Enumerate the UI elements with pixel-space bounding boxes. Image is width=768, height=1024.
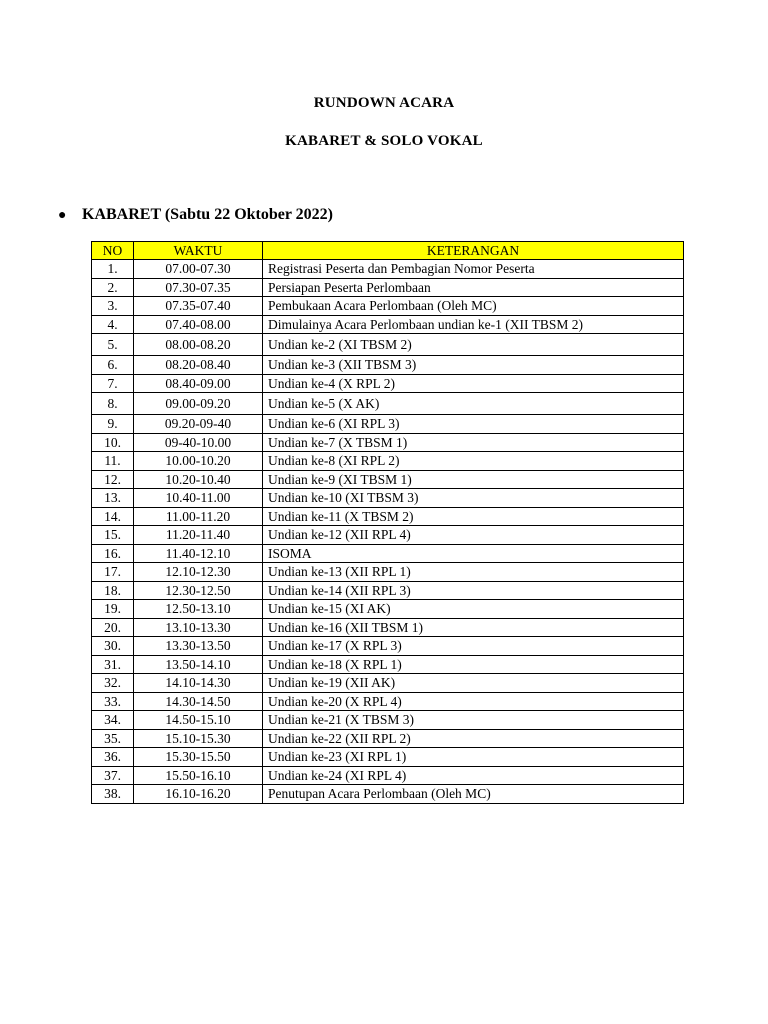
section-heading [58, 206, 333, 224]
row-no: 17. [92, 563, 134, 582]
row-description: Undian ke-19 (XII AK) [263, 674, 684, 693]
row-description: Undian ke-3 (XII TBSM 3) [263, 356, 684, 375]
table-row [92, 655, 684, 674]
table-row [92, 711, 684, 730]
row-description: Undian ke-15 (XI AK) [263, 600, 684, 619]
table-row [92, 544, 684, 563]
table-row [92, 600, 684, 619]
row-description: Undian ke-14 (XII RPL 3) [263, 581, 684, 600]
header-keterangan: KETERANGAN [263, 242, 684, 260]
row-time: 09.00-09.20 [134, 393, 263, 415]
row-description: Undian ke-21 (X TBSM 3) [263, 711, 684, 730]
row-time: 14.30-14.50 [134, 692, 263, 711]
row-description: Undian ke-24 (XI RPL 4) [263, 766, 684, 785]
row-time: 13.10-13.30 [134, 618, 263, 637]
row-description: Undian ke-16 (XII TBSM 1) [263, 618, 684, 637]
row-no: 18. [92, 581, 134, 600]
row-no: 7. [92, 374, 134, 393]
row-time: 12.30-12.50 [134, 581, 263, 600]
row-description: ISOMA [263, 544, 684, 563]
row-description: Dimulainya Acara Perlombaan undian ke-1 (XII TBSM 2) [263, 315, 684, 334]
row-no: 11. [92, 452, 134, 471]
row-time: 16.10-16.20 [134, 785, 263, 804]
row-description: Undian ke-5 (X AK) [263, 393, 684, 415]
row-description: Undian ke-20 (X RPL 4) [263, 692, 684, 711]
table-row [92, 618, 684, 637]
row-time: 14.50-15.10 [134, 711, 263, 730]
row-description: Undian ke-7 (X TBSM 1) [263, 433, 684, 452]
table-row [92, 278, 684, 297]
table-row [92, 692, 684, 711]
row-time: 08.20-08.40 [134, 356, 263, 375]
row-time: 15.10-15.30 [134, 729, 263, 748]
row-time: 11.00-11.20 [134, 507, 263, 526]
table-row [92, 489, 684, 508]
row-no: 13. [92, 489, 134, 508]
table-row [92, 452, 684, 471]
row-time: 10.40-11.00 [134, 489, 263, 508]
row-description: Pembukaan Acara Perlombaan (Oleh MC) [263, 297, 684, 316]
row-no: 37. [92, 766, 134, 785]
row-no: 19. [92, 600, 134, 619]
row-no: 30. [92, 637, 134, 656]
header-no: NO [92, 242, 134, 260]
row-no: 12. [92, 470, 134, 489]
bullet-icon: ● [58, 208, 67, 223]
table-row [92, 297, 684, 316]
row-time: 07.40-08.00 [134, 315, 263, 334]
row-time: 07.30-07.35 [134, 278, 263, 297]
row-time: 07.35-07.40 [134, 297, 263, 316]
row-no: 14. [92, 507, 134, 526]
row-no: 34. [92, 711, 134, 730]
table-row [92, 356, 684, 375]
table-row [92, 315, 684, 334]
row-no: 1. [92, 260, 134, 279]
row-no: 9. [92, 415, 134, 434]
row-description: Undian ke-12 (XII RPL 4) [263, 526, 684, 545]
row-description: Persiapan Peserta Perlombaan [263, 278, 684, 297]
row-time: 14.10-14.30 [134, 674, 263, 693]
row-time: 13.30-13.50 [134, 637, 263, 656]
row-description: Undian ke-23 (XI RPL 1) [263, 748, 684, 767]
row-description: Undian ke-17 (X RPL 3) [263, 637, 684, 656]
table-row [92, 260, 684, 279]
section-label: KABARET (Sabtu 22 Oktober 2022) [82, 206, 333, 223]
row-no: 31. [92, 655, 134, 674]
table-row [92, 507, 684, 526]
row-description: Undian ke-10 (XI TBSM 3) [263, 489, 684, 508]
table-row [92, 433, 684, 452]
row-no: 35. [92, 729, 134, 748]
row-time: 13.50-14.10 [134, 655, 263, 674]
rundown-table [91, 241, 684, 804]
row-description: Undian ke-13 (XII RPL 1) [263, 563, 684, 582]
row-description: Undian ke-6 (XI RPL 3) [263, 415, 684, 434]
document-subtitle: KABARET & SOLO VOKAL [285, 133, 483, 149]
table-row [92, 785, 684, 804]
row-time: 07.00-07.30 [134, 260, 263, 279]
row-no: 20. [92, 618, 134, 637]
table-row [92, 526, 684, 545]
table-row [92, 415, 684, 434]
row-no: 3. [92, 297, 134, 316]
row-no: 4. [92, 315, 134, 334]
row-no: 6. [92, 356, 134, 375]
table-row [92, 393, 684, 415]
table-row [92, 766, 684, 785]
row-description: Undian ke-8 (XI RPL 2) [263, 452, 684, 471]
table-row [92, 374, 684, 393]
row-no: 38. [92, 785, 134, 804]
row-no: 32. [92, 674, 134, 693]
row-time: 12.50-13.10 [134, 600, 263, 619]
table-row [92, 748, 684, 767]
row-description: Undian ke-2 (XI TBSM 2) [263, 334, 684, 356]
table-row [92, 729, 684, 748]
row-description: Undian ke-18 (X RPL 1) [263, 655, 684, 674]
table-header-row [92, 242, 684, 260]
table-row [92, 674, 684, 693]
row-time: 15.30-15.50 [134, 748, 263, 767]
row-time: 09.20-09-40 [134, 415, 263, 434]
table-row [92, 581, 684, 600]
row-no: 16. [92, 544, 134, 563]
row-time: 08.40-09.00 [134, 374, 263, 393]
row-no: 8. [92, 393, 134, 415]
document-title: RUNDOWN ACARA [313, 95, 455, 111]
row-no: 33. [92, 692, 134, 711]
row-description: Undian ke-22 (XII RPL 2) [263, 729, 684, 748]
row-no: 15. [92, 526, 134, 545]
table-row [92, 563, 684, 582]
row-time: 11.40-12.10 [134, 544, 263, 563]
row-time: 08.00-08.20 [134, 334, 263, 356]
row-description: Undian ke-9 (XI TBSM 1) [263, 470, 684, 489]
table-row [92, 334, 684, 356]
row-description: Registrasi Peserta dan Pembagian Nomor Peserta [263, 260, 684, 279]
header-waktu: WAKTU [134, 242, 263, 260]
table-row [92, 470, 684, 489]
row-description: Undian ke-11 (X TBSM 2) [263, 507, 684, 526]
row-description: Penutupan Acara Perlombaan (Oleh MC) [263, 785, 684, 804]
table-row [92, 637, 684, 656]
row-time: 10.20-10.40 [134, 470, 263, 489]
row-no: 10. [92, 433, 134, 452]
row-no: 2. [92, 278, 134, 297]
row-time: 15.50-16.10 [134, 766, 263, 785]
row-time: 09-40-10.00 [134, 433, 263, 452]
row-time: 11.20-11.40 [134, 526, 263, 545]
row-no: 5. [92, 334, 134, 356]
row-time: 10.00-10.20 [134, 452, 263, 471]
row-no: 36. [92, 748, 134, 767]
row-description: Undian ke-4 (X RPL 2) [263, 374, 684, 393]
row-time: 12.10-12.30 [134, 563, 263, 582]
